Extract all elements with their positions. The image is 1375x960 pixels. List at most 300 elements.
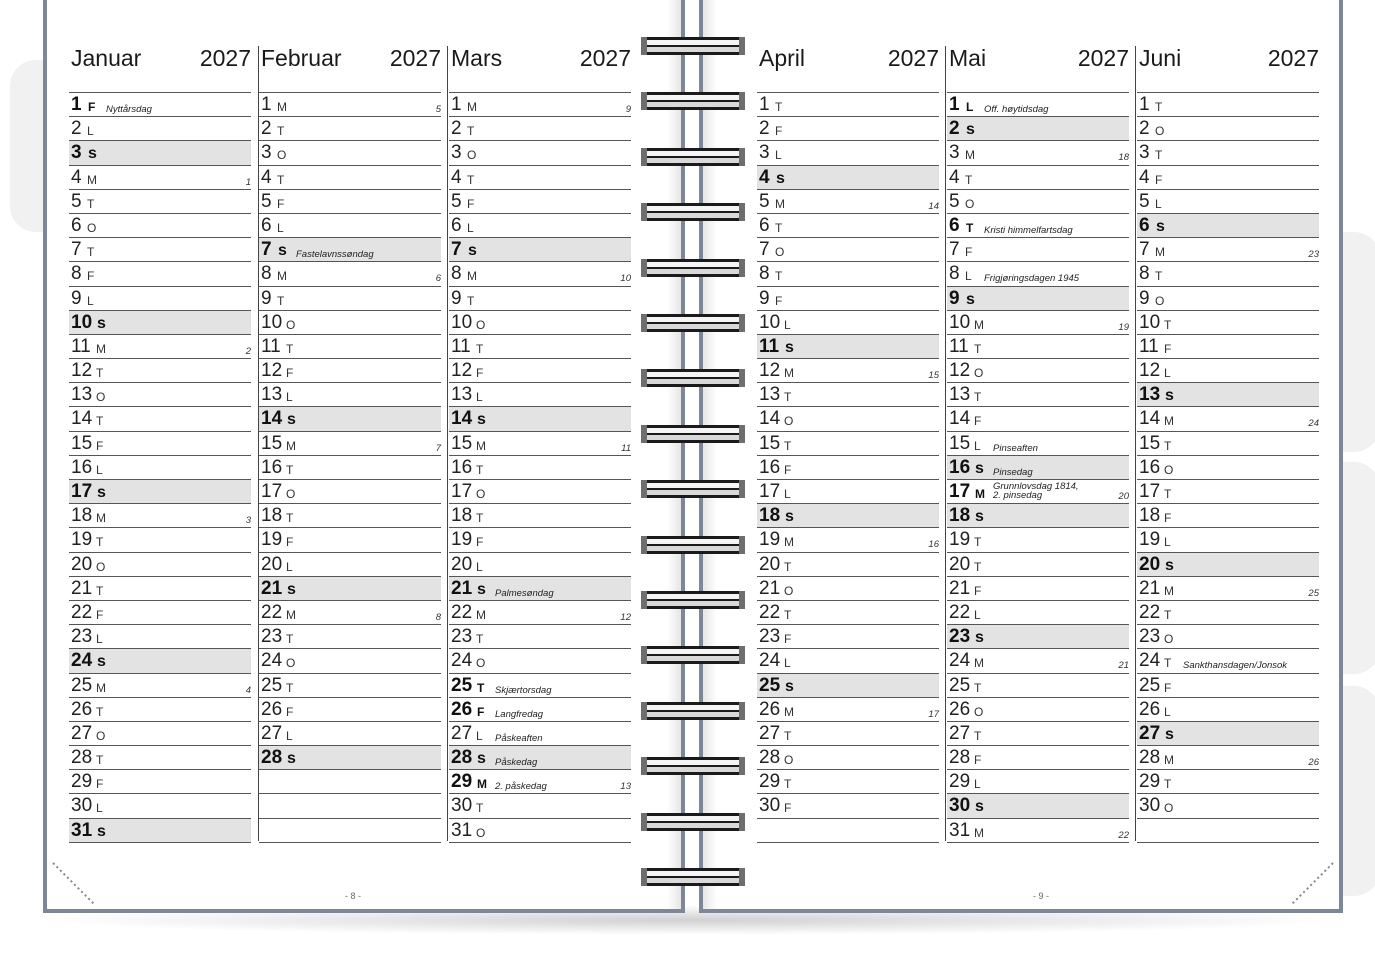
- day-number: 9: [1139, 287, 1150, 309]
- day-row[interactable]: [69, 577, 251, 601]
- day-row[interactable]: [449, 214, 631, 238]
- day-row[interactable]: [757, 287, 939, 311]
- day-row[interactable]: [1137, 335, 1319, 359]
- month-header: [1137, 40, 1319, 93]
- weekday-letter: L: [96, 801, 104, 816]
- day-row[interactable]: [449, 117, 631, 141]
- day-number: 4: [1139, 166, 1150, 188]
- day-number: 28: [451, 747, 473, 769]
- day-row[interactable]: [947, 190, 1129, 214]
- day-number: 1: [451, 94, 462, 115]
- day-row[interactable]: [1137, 456, 1319, 480]
- day-row[interactable]: [757, 625, 939, 649]
- week-number: 8: [435, 611, 441, 623]
- day-row[interactable]: [947, 117, 1129, 141]
- day-number: 4: [759, 166, 770, 188]
- day-number: 16: [451, 456, 473, 478]
- day-row[interactable]: [757, 262, 939, 286]
- day-row[interactable]: [757, 601, 939, 625]
- day-row[interactable]: [69, 722, 251, 746]
- day-row[interactable]: [449, 504, 631, 528]
- day-row[interactable]: [757, 141, 939, 165]
- day-row[interactable]: [757, 432, 939, 456]
- weekday-letter: T: [286, 511, 294, 526]
- day-row[interactable]: [259, 577, 441, 601]
- day-row[interactable]: [449, 407, 631, 431]
- day-row[interactable]: [757, 698, 939, 722]
- month-header: [947, 40, 1129, 93]
- day-row[interactable]: [947, 407, 1129, 431]
- day-row[interactable]: [259, 166, 441, 190]
- weekday-letter: O: [974, 366, 984, 381]
- day-row[interactable]: [1137, 432, 1319, 456]
- day-number: 11: [949, 335, 969, 357]
- day-row[interactable]: [69, 287, 251, 311]
- weekday-letter: F: [1155, 172, 1163, 187]
- day-row[interactable]: [69, 359, 251, 383]
- day-row[interactable]: [947, 93, 1129, 117]
- day-row[interactable]: [1137, 698, 1319, 722]
- day-row[interactable]: [757, 238, 939, 262]
- week-number: 25: [1308, 587, 1319, 599]
- day-row[interactable]: [69, 674, 251, 698]
- day-number: 27: [451, 722, 473, 744]
- weekday-letter: s: [1165, 556, 1175, 574]
- day-number: 27: [759, 722, 781, 744]
- day-row[interactable]: [449, 141, 631, 165]
- day-row[interactable]: [757, 722, 939, 746]
- weekday-letter: T: [96, 414, 104, 429]
- day-number: 15: [759, 432, 781, 454]
- day-row[interactable]: [69, 698, 251, 722]
- day-row[interactable]: [947, 335, 1129, 359]
- month-header: [69, 40, 251, 93]
- day-number: 18: [451, 505, 473, 527]
- weekday-letter: F: [96, 438, 104, 453]
- day-row[interactable]: [757, 311, 939, 335]
- day-row[interactable]: [69, 504, 251, 528]
- day-row[interactable]: [757, 383, 939, 407]
- day-row[interactable]: [259, 698, 441, 722]
- weekday-letter: L: [784, 317, 792, 332]
- day-number: 1: [759, 94, 770, 115]
- day-row[interactable]: [947, 674, 1129, 698]
- day-row[interactable]: [757, 93, 939, 117]
- day-row[interactable]: [259, 238, 441, 262]
- day-row[interactable]: [1137, 190, 1319, 214]
- day-number: 26: [261, 698, 283, 720]
- day-row[interactable]: [449, 262, 631, 286]
- day-row[interactable]: [1137, 528, 1319, 552]
- day-row[interactable]: [259, 456, 441, 480]
- day-row[interactable]: [757, 456, 939, 480]
- day-row[interactable]: [259, 674, 441, 698]
- day-row[interactable]: [947, 166, 1129, 190]
- day-row[interactable]: [449, 722, 631, 746]
- day-row[interactable]: [69, 335, 251, 359]
- day-row[interactable]: [449, 238, 631, 262]
- weekday-letter: T: [966, 220, 974, 235]
- day-row[interactable]: [947, 770, 1129, 794]
- day-row[interactable]: [947, 746, 1129, 770]
- day-row[interactable]: [259, 117, 441, 141]
- day-row[interactable]: [259, 480, 441, 504]
- day-row[interactable]: [1137, 480, 1319, 504]
- day-row[interactable]: [449, 287, 631, 311]
- day-row[interactable]: [757, 674, 939, 698]
- day-row[interactable]: [1137, 674, 1319, 698]
- day-row[interactable]: [259, 746, 441, 770]
- day-row[interactable]: [947, 722, 1129, 746]
- day-row[interactable]: [757, 214, 939, 238]
- day-number: 7: [759, 239, 770, 261]
- day-row[interactable]: [947, 214, 1129, 238]
- day-row[interactable]: [947, 456, 1129, 480]
- day-row[interactable]: [1137, 93, 1319, 117]
- day-row[interactable]: [449, 190, 631, 214]
- weekday-letter: F: [88, 100, 96, 114]
- day-note: Påskeaften: [495, 732, 543, 744]
- day-number: 31: [451, 819, 473, 841]
- weekday-letter: s: [966, 121, 976, 139]
- day-number: 23: [949, 626, 971, 648]
- day-row[interactable]: [69, 794, 251, 818]
- day-number: 17: [261, 481, 283, 502]
- day-row[interactable]: [947, 794, 1129, 818]
- day-row[interactable]: [69, 553, 251, 577]
- weekday-letter: F: [286, 704, 294, 719]
- day-row[interactable]: [947, 819, 1129, 843]
- day-row[interactable]: [947, 287, 1129, 311]
- day-row[interactable]: [449, 311, 631, 335]
- day-row[interactable]: [449, 649, 631, 673]
- day-row[interactable]: [947, 141, 1129, 165]
- day-row[interactable]: [69, 746, 251, 770]
- day-number: 3: [949, 142, 960, 164]
- day-row[interactable]: [449, 432, 631, 456]
- day-note: Palmesøndag: [495, 587, 554, 599]
- day-number: 3: [261, 142, 272, 164]
- weekday-letter: s: [785, 338, 795, 356]
- day-row[interactable]: [449, 794, 631, 818]
- day-row[interactable]: [449, 93, 631, 117]
- weekday-letter: M: [96, 341, 107, 356]
- day-row[interactable]: [1137, 262, 1319, 286]
- day-row[interactable]: [449, 577, 631, 601]
- day-number: 22: [759, 601, 781, 623]
- month-year: 2027: [579, 45, 631, 71]
- day-row[interactable]: [1137, 383, 1319, 407]
- day-row[interactable]: [259, 601, 441, 625]
- month-name: Februar: [261, 45, 342, 71]
- day-row[interactable]: [1137, 746, 1319, 770]
- day-row[interactable]: [259, 311, 441, 335]
- day-row[interactable]: [259, 407, 441, 431]
- day-row[interactable]: [259, 649, 441, 673]
- day-row[interactable]: [449, 819, 631, 843]
- day-row[interactable]: [69, 190, 251, 214]
- weekday-letter: O: [286, 656, 296, 671]
- day-row[interactable]: [1137, 141, 1319, 165]
- day-row[interactable]: [449, 770, 631, 794]
- day-row[interactable]: [69, 117, 251, 141]
- day-row[interactable]: [449, 166, 631, 190]
- day-number: 19: [451, 529, 473, 551]
- empty-row: [259, 819, 441, 843]
- day-row[interactable]: [259, 141, 441, 165]
- day-number: 9: [261, 287, 272, 309]
- day-row[interactable]: [69, 311, 251, 335]
- day-row[interactable]: [947, 649, 1129, 673]
- day-row[interactable]: [757, 528, 939, 552]
- day-row[interactable]: [69, 238, 251, 262]
- day-row[interactable]: [449, 601, 631, 625]
- weekday-letter: L: [96, 632, 104, 647]
- day-row[interactable]: [69, 649, 251, 673]
- day-row[interactable]: [1137, 407, 1319, 431]
- day-row[interactable]: [69, 480, 251, 504]
- weekday-letter: F: [277, 196, 285, 211]
- day-row[interactable]: [1137, 311, 1319, 335]
- day-row[interactable]: [947, 311, 1129, 335]
- day-row[interactable]: [757, 117, 939, 141]
- week-number: 6: [435, 273, 441, 285]
- day-row[interactable]: [69, 528, 251, 552]
- day-row[interactable]: [69, 601, 251, 625]
- weekday-letter: T: [965, 172, 973, 187]
- day-row[interactable]: [1137, 287, 1319, 311]
- day-row[interactable]: [757, 359, 939, 383]
- day-row[interactable]: [449, 480, 631, 504]
- weekday-letter: M: [286, 607, 297, 622]
- day-row[interactable]: [947, 553, 1129, 577]
- weekday-letter: O: [476, 825, 486, 840]
- day-row[interactable]: [757, 649, 939, 673]
- day-row[interactable]: [1137, 238, 1319, 262]
- day-number: 6: [71, 214, 82, 236]
- day-row[interactable]: [69, 383, 251, 407]
- day-number: 11: [261, 335, 281, 357]
- day-row[interactable]: [1137, 214, 1319, 238]
- weekday-letter: T: [1155, 269, 1163, 284]
- day-row[interactable]: [449, 383, 631, 407]
- day-row[interactable]: [947, 577, 1129, 601]
- day-number: 24: [1139, 650, 1161, 672]
- page-number: - 9 -: [1032, 891, 1049, 901]
- day-row[interactable]: [757, 190, 939, 214]
- day-row[interactable]: [947, 528, 1129, 552]
- weekday-letter: L: [476, 559, 484, 574]
- day-row[interactable]: [1137, 770, 1319, 794]
- day-row[interactable]: [259, 359, 441, 383]
- week-number: 4: [245, 684, 251, 696]
- day-row[interactable]: [757, 480, 939, 504]
- day-row[interactable]: [449, 698, 631, 722]
- week-number: 1: [245, 176, 251, 188]
- day-row[interactable]: [259, 93, 441, 117]
- day-row[interactable]: [259, 504, 441, 528]
- empty-row: [259, 770, 441, 794]
- spiral-ring-icon: [641, 422, 745, 446]
- day-row[interactable]: [449, 674, 631, 698]
- day-row[interactable]: [69, 819, 251, 843]
- day-row[interactable]: [449, 553, 631, 577]
- day-row[interactable]: [259, 432, 441, 456]
- spiral-ring-icon: [641, 145, 745, 169]
- day-row[interactable]: [259, 214, 441, 238]
- day-row[interactable]: [69, 770, 251, 794]
- day-number: 27: [71, 722, 93, 744]
- spiral-ring-icon: [641, 366, 745, 390]
- weekday-letter: s: [1165, 725, 1175, 743]
- day-number: 4: [261, 166, 272, 188]
- day-number: 22: [261, 601, 283, 623]
- day-number: 5: [261, 190, 272, 212]
- day-number: 1: [71, 94, 82, 115]
- day-number: 17: [759, 481, 781, 502]
- day-note: Nyttårsdag: [106, 104, 152, 115]
- day-note: Langfredag: [495, 708, 544, 720]
- page-number: - 8 -: [344, 891, 361, 901]
- day-row[interactable]: [449, 359, 631, 383]
- day-row[interactable]: [757, 407, 939, 431]
- week-number: 16: [928, 539, 939, 551]
- weekday-letter: M: [974, 825, 985, 840]
- day-row[interactable]: [1137, 359, 1319, 383]
- day-row[interactable]: [947, 504, 1129, 528]
- day-number: 6: [451, 214, 462, 236]
- day-number: 28: [759, 747, 781, 769]
- day-row[interactable]: [449, 625, 631, 649]
- weekday-letter: O: [1155, 124, 1165, 139]
- day-row[interactable]: [69, 407, 251, 431]
- day-row[interactable]: [69, 141, 251, 165]
- month-name: Mai: [949, 45, 987, 71]
- day-row[interactable]: [947, 238, 1129, 262]
- day-row[interactable]: [947, 625, 1129, 649]
- day-row[interactable]: [449, 456, 631, 480]
- day-row[interactable]: [69, 432, 251, 456]
- perforation-corner-icon: [1289, 861, 1335, 907]
- day-number: 7: [451, 239, 462, 261]
- day-row[interactable]: [947, 698, 1129, 722]
- day-number: 11: [1139, 335, 1159, 357]
- day-row[interactable]: [757, 746, 939, 770]
- weekday-letter: L: [1164, 366, 1172, 381]
- day-number: 2: [1139, 118, 1150, 140]
- day-row[interactable]: [1137, 504, 1319, 528]
- weekday-letter: O: [96, 559, 106, 574]
- day-number: 25: [949, 674, 971, 696]
- weekday-letter: T: [87, 196, 95, 211]
- weekday-letter: T: [277, 124, 285, 139]
- weekday-letter: T: [784, 559, 792, 574]
- day-row[interactable]: [947, 359, 1129, 383]
- day-number: 1: [1139, 94, 1150, 115]
- week-number: 2: [245, 345, 251, 357]
- day-number: 24: [759, 650, 781, 672]
- day-number: 31: [949, 819, 971, 841]
- weekday-letter: s: [477, 580, 487, 598]
- weekday-letter: s: [477, 411, 487, 429]
- day-number: 20: [759, 553, 781, 575]
- day-row[interactable]: [757, 335, 939, 359]
- weekday-letter: O: [467, 148, 477, 163]
- day-number: 25: [1139, 674, 1161, 696]
- day-row[interactable]: [757, 577, 939, 601]
- day-number: 17: [949, 481, 971, 502]
- day-row[interactable]: [259, 287, 441, 311]
- day-row[interactable]: [1137, 625, 1319, 649]
- day-row[interactable]: [259, 262, 441, 286]
- weekday-letter: T: [1164, 607, 1172, 622]
- day-row[interactable]: [1137, 117, 1319, 141]
- left-page: [43, 0, 685, 913]
- day-number: 8: [71, 263, 82, 285]
- day-row[interactable]: [757, 504, 939, 528]
- day-row[interactable]: [69, 214, 251, 238]
- day-row[interactable]: [259, 722, 441, 746]
- day-row[interactable]: [1137, 577, 1319, 601]
- weekday-letter: L: [784, 487, 792, 501]
- day-row[interactable]: [947, 601, 1129, 625]
- weekday-letter: s: [97, 484, 107, 501]
- day-row[interactable]: [449, 528, 631, 552]
- day-row[interactable]: [69, 456, 251, 480]
- day-row[interactable]: [69, 166, 251, 190]
- day-row[interactable]: [947, 432, 1129, 456]
- day-row[interactable]: [1137, 722, 1319, 746]
- day-number: 2: [759, 118, 770, 140]
- weekday-letter: T: [476, 511, 484, 526]
- day-row[interactable]: [947, 383, 1129, 407]
- weekday-letter: O: [1164, 801, 1174, 816]
- day-note: Fastelavnssøndag: [296, 249, 374, 261]
- day-row[interactable]: [1137, 649, 1319, 673]
- day-row[interactable]: [449, 335, 631, 359]
- day-row[interactable]: [757, 166, 939, 190]
- day-row[interactable]: [1137, 601, 1319, 625]
- day-row[interactable]: [757, 794, 939, 818]
- weekday-letter: F: [1164, 511, 1172, 526]
- day-row[interactable]: [259, 190, 441, 214]
- day-row[interactable]: [1137, 553, 1319, 577]
- day-row[interactable]: [259, 625, 441, 649]
- day-row[interactable]: [259, 383, 441, 407]
- week-number: 22: [1118, 829, 1129, 841]
- month-year: 2027: [887, 45, 939, 71]
- weekday-letter: M: [775, 196, 786, 211]
- weekday-letter: O: [784, 753, 794, 768]
- empty-row: [757, 819, 939, 843]
- weekday-letter: s: [785, 677, 795, 695]
- weekday-letter: s: [776, 169, 786, 187]
- day-row[interactable]: [69, 625, 251, 649]
- day-row[interactable]: [259, 553, 441, 577]
- day-row[interactable]: [69, 262, 251, 286]
- day-note: Skjærtorsdag: [495, 684, 552, 696]
- day-row[interactable]: [757, 770, 939, 794]
- day-row[interactable]: [947, 480, 1129, 504]
- day-row[interactable]: [947, 262, 1129, 286]
- day-row[interactable]: [1137, 794, 1319, 818]
- day-row[interactable]: [1137, 166, 1319, 190]
- day-row[interactable]: [449, 746, 631, 770]
- day-row[interactable]: [259, 528, 441, 552]
- day-row[interactable]: [69, 93, 251, 117]
- day-row[interactable]: [259, 335, 441, 359]
- day-row[interactable]: [757, 553, 939, 577]
